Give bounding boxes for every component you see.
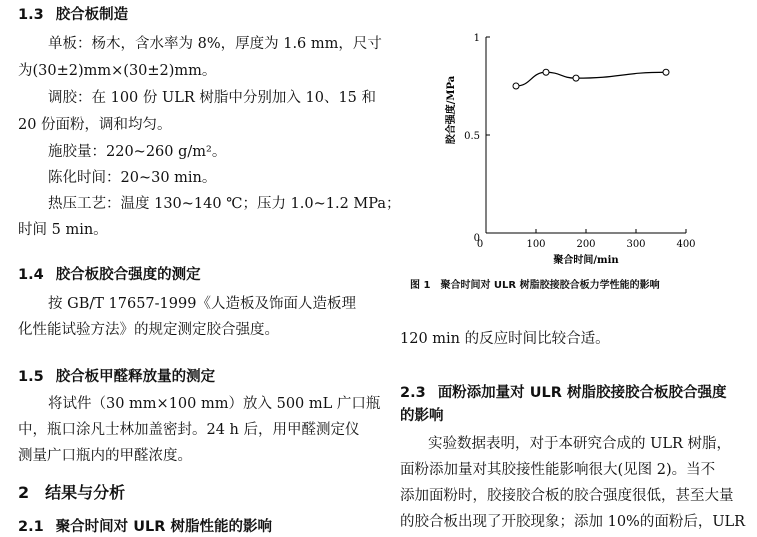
text-line: 调胶：在 100 份 ULR 树脂中分别加入 10、15 和: [48, 90, 376, 106]
text-line: 陈化时间：20~30 min。: [48, 170, 217, 186]
x-tick-label: 0: [476, 239, 484, 250]
text-line: 实验数据表明，对于本研究合成的 ULR 树脂，: [428, 436, 731, 452]
x-tick-label: 200: [576, 239, 596, 250]
data-point: [543, 69, 549, 75]
data-point: [513, 83, 519, 89]
heading-2: 2 结果与分析: [18, 483, 126, 502]
text-line: 时间 5 min。: [18, 222, 108, 238]
data-point: [663, 69, 669, 75]
x-axis-label: 聚合时间/min: [553, 255, 619, 266]
text-line: 中，瓶口涂凡士林加盖密封。24 h 后，用甲醛测定仪: [18, 422, 360, 438]
text-line: 热压工艺：温度 130~140 ℃；压力 1.0~1.2 MPa；: [48, 196, 401, 212]
series-line: [516, 72, 666, 86]
text-line: 单板：杨木，含水率为 8%，厚度为 1.6 mm，尺寸: [48, 36, 382, 52]
text-line: 20 份面粉，调和均匀。: [18, 117, 172, 133]
data-point: [573, 75, 579, 81]
text-line: 化性能试验方法》的规定测定胶合强度。: [18, 322, 279, 338]
heading-2-3: 2.3 面粉添加量对 ULR 树脂胶接胶合板胶合强度: [400, 385, 727, 401]
text-line: 为(30±2)mm×(30±2)mm。: [18, 63, 217, 79]
heading-1-4: 1.4 胶合板胶合强度的测定: [18, 267, 201, 283]
y-tick-label: 0.5: [464, 131, 480, 142]
x-tick-label: 100: [526, 239, 546, 250]
heading-1-3: 1.3 胶合板制造: [18, 7, 129, 23]
x-tick-label: 400: [676, 239, 696, 250]
x-tick-label: 300: [626, 239, 646, 250]
y-axis-label: 胶合强度/MPa: [446, 75, 457, 145]
text-line: 施胶量：220~260 g/m²。: [48, 144, 227, 160]
text-line: 添加面粉时，胶接胶合板的胶合强度很低，甚至大量: [400, 488, 734, 504]
text-line: 测量广口瓶内的甲醛浓度。: [18, 448, 192, 464]
text-line: 将试件（30 mm×100 mm）放入 500 mL 广口瓶: [48, 396, 381, 412]
y-tick-label: 1: [473, 33, 480, 44]
text-line: 按 GB/T 17657-1999《人造板及饰面人造板理: [48, 296, 356, 312]
text-line: 面粉添加量对其胶接性能影响很大(见图 2)。当不: [400, 462, 716, 478]
heading-2-3-cont: 的影响: [400, 408, 444, 424]
text-line: 的胶合板出现了开胶现象；添加 10%的面粉后，ULR: [400, 514, 746, 530]
text-line: 120 min 的反应时间比较合适。: [400, 331, 610, 347]
figure-caption: 图 1 聚合时间对 ULR 树脂胶接胶合板力学性能的影响: [410, 280, 660, 291]
y-tick-label: 0: [473, 233, 480, 244]
heading-1-5: 1.5 胶合板甲醛释放量的测定: [18, 369, 216, 385]
figure-1-chart: [398, 0, 748, 270]
heading-2-1: 2.1 聚合时间对 ULR 树脂性能的影响: [18, 519, 272, 535]
